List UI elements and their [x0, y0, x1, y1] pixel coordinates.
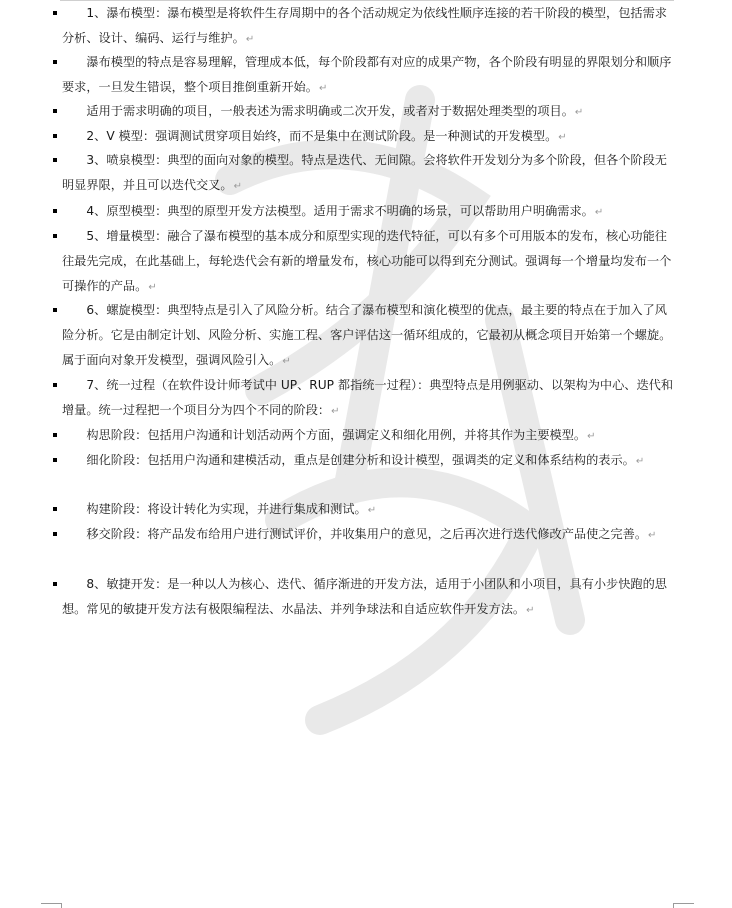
list-bullet: [53, 209, 57, 213]
paragraph-spiral-model: [62, 298, 674, 374]
list-bullet: [53, 582, 57, 586]
paragraph-incremental-model: [62, 224, 674, 300]
page-corner-mark-left: [41, 903, 62, 908]
paragraph-mark-icon: ↵: [526, 605, 535, 616]
paragraph-text: 构建阶段：将设计转化为实现，并进行集成和测试。: [86, 502, 367, 516]
paragraph-text: 移交阶段：将产品发布给用户进行测试评价，并收集用户的意见，之后再次进行迭代修改产品使之完善。: [86, 527, 648, 541]
list-bullet: [53, 458, 57, 462]
paragraph-construction-phase: [62, 497, 674, 523]
paragraph-prototype-model: [62, 199, 674, 225]
list-bullet: [53, 433, 57, 437]
paragraph-mark-icon: ↵: [318, 83, 328, 94]
paragraph-fountain-model: [62, 148, 674, 199]
paragraph-mark-icon: ↵: [558, 132, 567, 143]
list-bullet: [53, 11, 57, 15]
paragraph-mark-icon: ↵: [635, 456, 645, 467]
paragraph-text: 6、螺旋模型：典型特点是引入了风险分析。结合了瀑布模型和演化模型的优点，最主要的特点在于加入了风险分析。它是由制定计划、风险分析、实施工程、客户评估这一循环组成的，它最初从概念项目开始第一个螺旋。属于面向对象开发模型，强调风险引入。: [62, 303, 672, 367]
paragraph-text: 构思阶段：包括用户沟通和计划活动两个方面，强调定义和细化用例，并将其作为主要模型。: [86, 428, 587, 442]
paragraph-text: 8、敏捷开发：是一种以人为核心、迭代、循序渐进的开发方法，适用于小团队和小项目，具有小步快跑的思想。常见的敏捷开发方法有极限编程法、水晶法、并列争球法和自适应软件开发方法。: [62, 577, 667, 616]
list-bullet: [53, 109, 57, 113]
paragraph-mark-icon: ↵: [148, 282, 157, 293]
paragraph-mark-icon: ↵: [245, 34, 255, 45]
paragraph-text: 3、喷泉模型：典型的面向对象的模型。特点是迭代、无间隙。会将软件开发划分为多个阶段，但各个阶段无明显界限，并且可以迭代交叉。: [62, 153, 667, 192]
list-bullet: [53, 383, 57, 387]
list-bullet: [53, 158, 57, 162]
list-bullet: [53, 507, 57, 511]
paragraph-waterfall-applicability: [62, 99, 674, 125]
paragraph-unified-process: [62, 373, 674, 424]
list-bullet: [53, 134, 57, 138]
paragraph-mark-icon: ↵: [594, 207, 604, 218]
paragraph-waterfall-model: [62, 1, 674, 52]
paragraph-v-model: [62, 124, 674, 150]
paragraph-mark-icon: ↵: [587, 431, 596, 442]
paragraph-text: 1、瀑布模型：瀑布模型是将软件生存周期中的各个活动规定为依线性顺序连接的若干阶段的模型，包括需求分析、设计、编码、运行与维护。: [62, 6, 667, 45]
paragraph-mark-icon: ↵: [331, 406, 340, 417]
paragraph-agile-development: [62, 572, 674, 623]
paragraph-text: 4、原型模型：典型的原型开发方法模型。适用于需求不明确的场景，可以帮助用户明确需求。: [86, 204, 594, 218]
paragraph-text: 7、统一过程（在软件设计师考试中 UP、RUP 都指统一过程）：典型特点是用例驱动、以架构为中心、迭代和增量。统一过程把一个项目分为四个不同的阶段：: [62, 378, 674, 417]
page-corner-mark-right: [673, 903, 694, 908]
paragraph-inception-phase: [62, 423, 674, 449]
paragraph-text: 细化阶段：包括用户沟通和建模活动，重点是创建分析和设计模型，强调类的定义和体系结构的表示。: [86, 453, 635, 467]
paragraph-mark-icon: ↵: [574, 107, 584, 118]
paragraph-mark-icon: ↵: [648, 530, 657, 541]
paragraph-text: 适用于需求明确的项目，一般表述为需求明确或二次开发，或者对于数据处理类型的项目。: [86, 104, 574, 118]
list-bullet: [53, 308, 57, 312]
list-bullet: [53, 234, 57, 238]
paragraph-mark-icon: ↵: [233, 181, 243, 192]
paragraph-mark-icon: ↵: [282, 356, 291, 367]
paragraph-elaboration-phase: [62, 448, 674, 474]
paragraph-text: 2、V 模型：强调测试贯穿项目始终，而不是集中在测试阶段。是一种测试的开发模型。: [86, 129, 558, 143]
list-bullet: [53, 532, 57, 536]
paragraph-text: 5、增量模型：融合了瀑布模型的基本成分和原型实现的迭代特征，可以有多个可用版本的发布，核心功能往往最先完成，在此基础上，每轮迭代会有新的增量发布，核心功能可以得到充分测试。强调每一个增量均发布一个可操作的产品。: [62, 229, 672, 293]
paragraph-text: 瀑布模型的特点是容易理解，管理成本低，每个阶段都有对应的成果产物，各个阶段有明显的界限划分和顺序要求，一旦发生错误，整个项目推倒重新开始。: [62, 55, 672, 94]
paragraph-mark-icon: ↵: [367, 505, 377, 516]
paragraph-transition-phase: [62, 522, 674, 548]
paragraph-waterfall-features: [62, 50, 674, 101]
list-bullet: [53, 60, 57, 64]
